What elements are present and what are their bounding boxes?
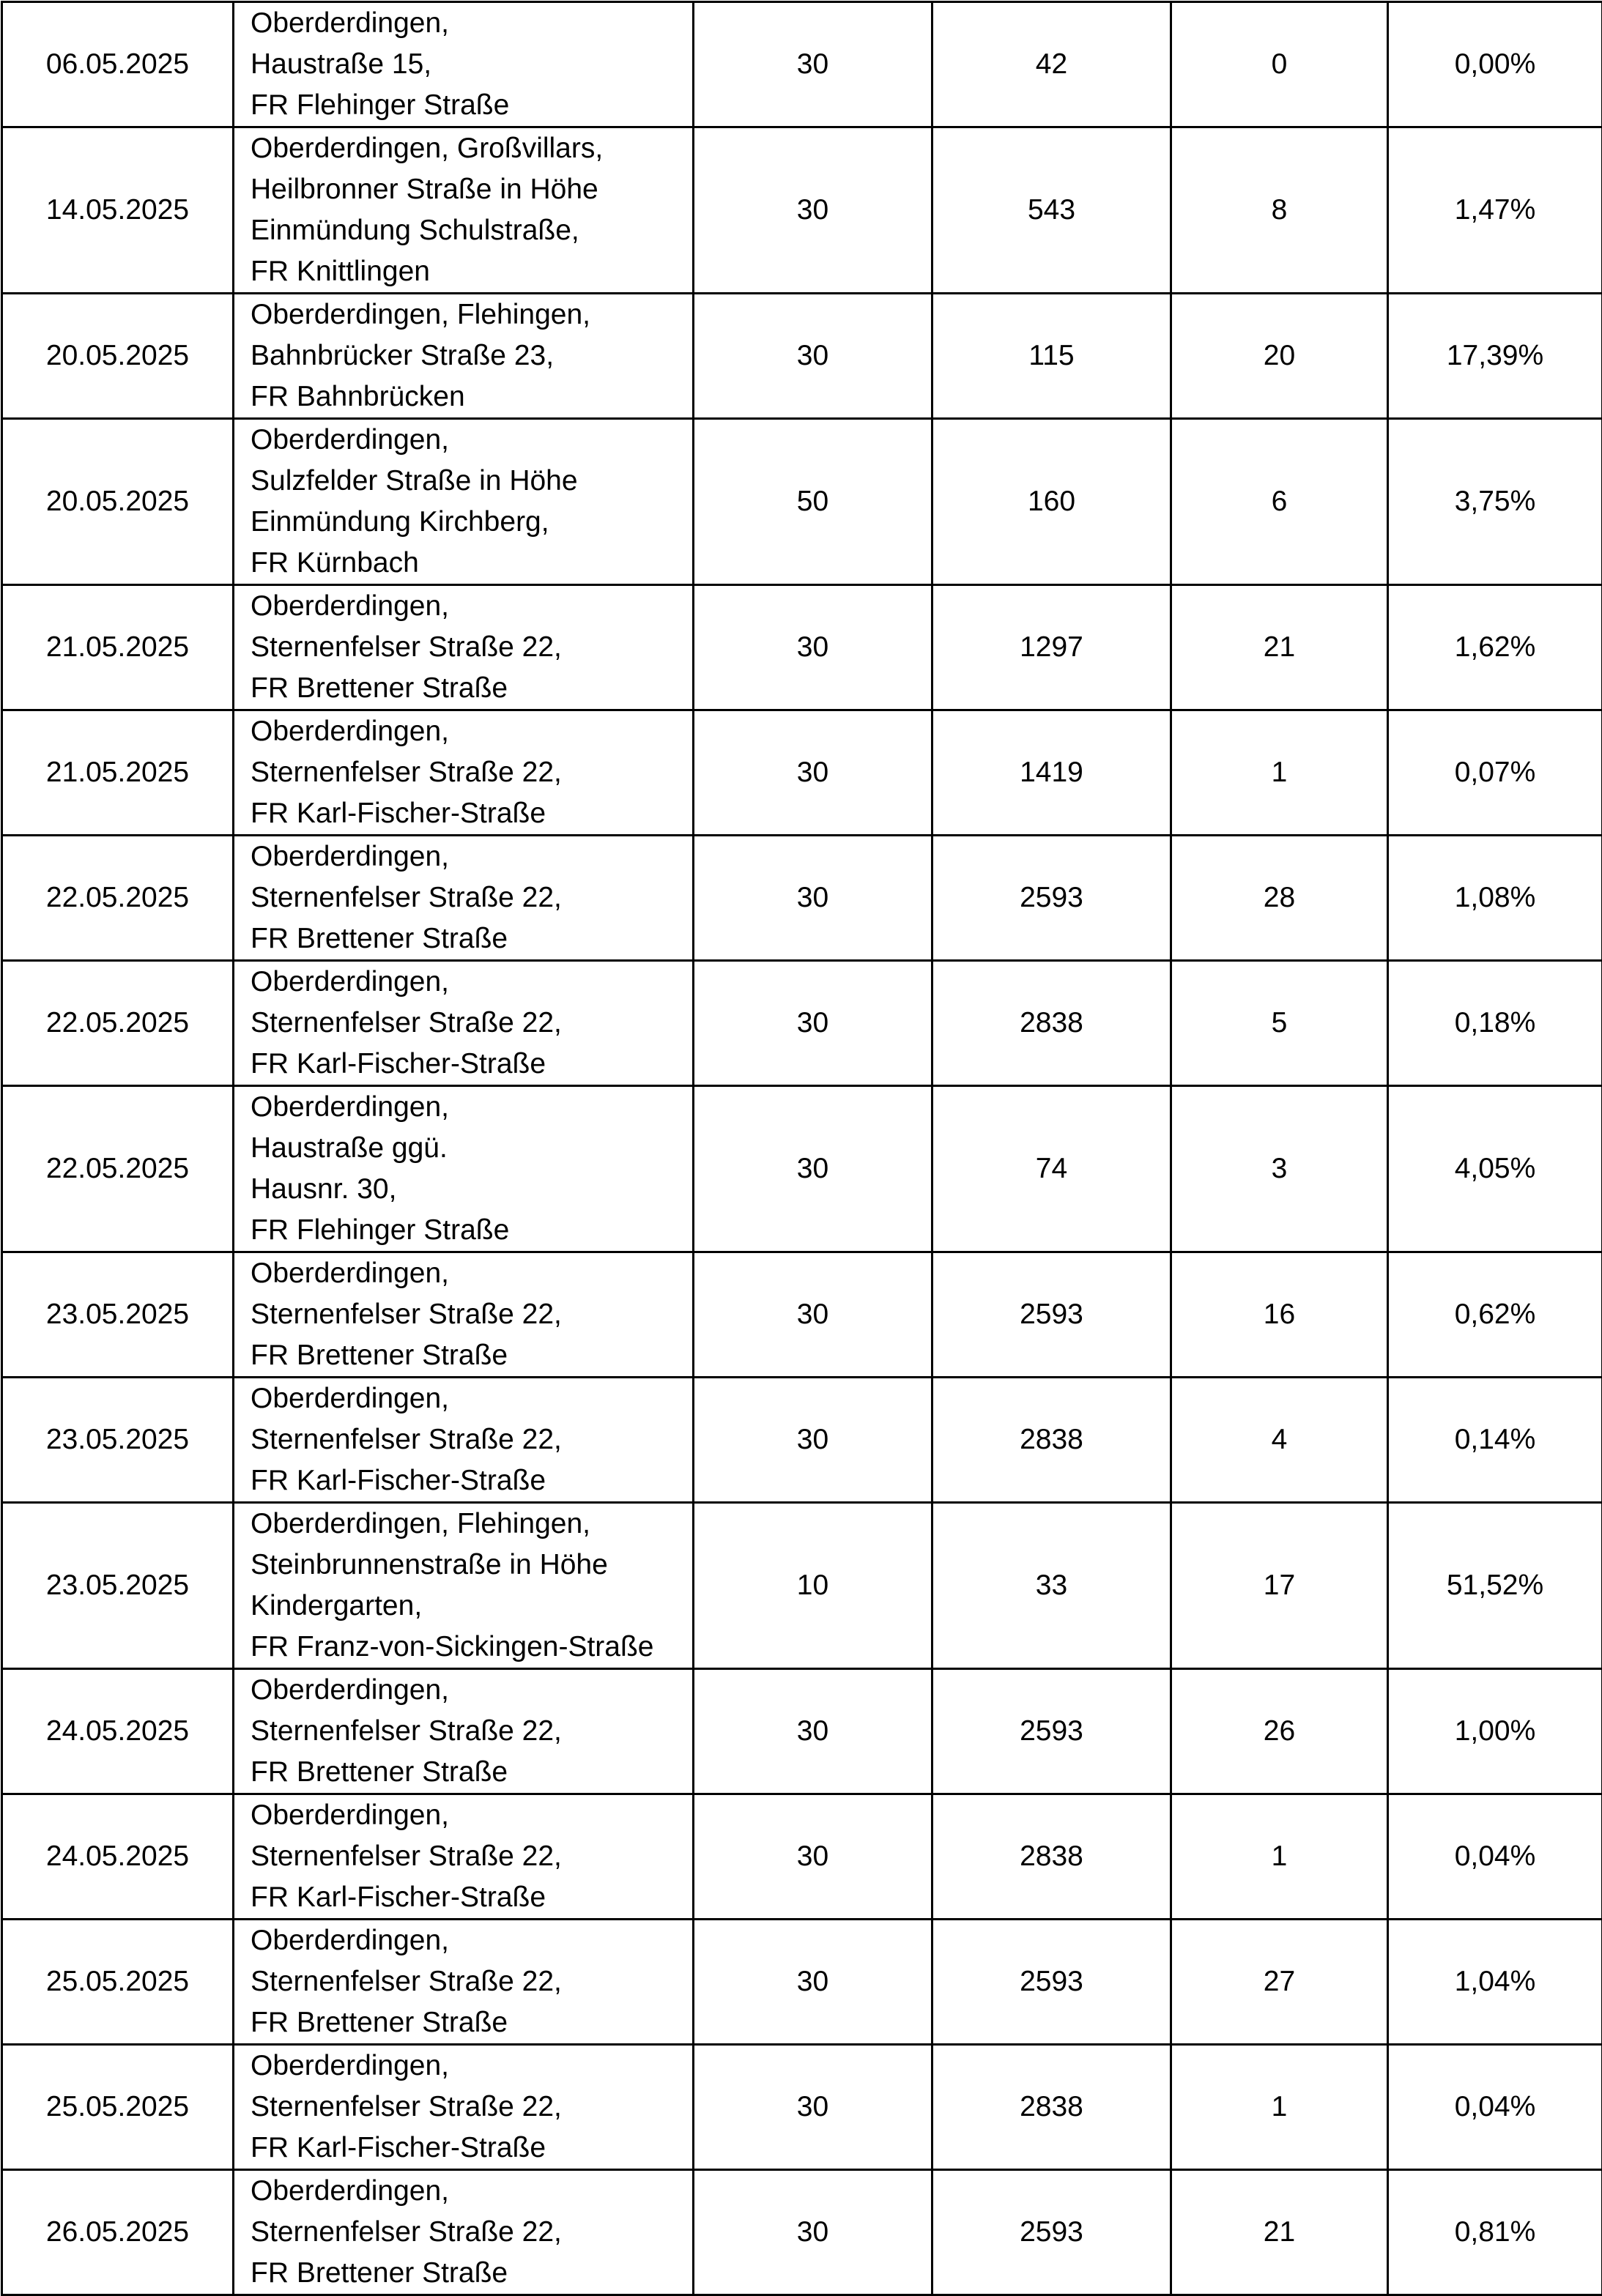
table-row [2,1920,1602,2045]
date-cell: 25.05.2025 [2,2045,234,2170]
violation-rate-cell: 0,04% [1388,1794,1602,1920]
location-line: FR Karl-Fischer-Straße [251,793,686,834]
violation-count-cell: 1 [1171,1794,1388,1920]
location-line: Einmündung Kirchberg, [251,502,686,543]
table-row [2,961,1602,1086]
violation-rate-cell: 1,47% [1388,127,1602,294]
date-cell: 25.05.2025 [2,1920,234,2045]
violation-rate-cell: 0,00% [1388,2,1602,127]
location-line: Oberderdingen, [251,836,686,877]
violation-count-cell: 27 [1171,1920,1388,2045]
speed-limit-cell: 30 [694,2,932,127]
location-line: FR Brettener Straße [251,1335,686,1376]
location-line: Kindergarten, [251,1586,686,1627]
location-line: Heilbronner Straße in Höhe [251,169,686,210]
location-line: Sternenfelser Straße 22, [251,2212,686,2253]
speed-limit-cell: 10 [694,1503,932,1669]
violation-rate-cell: 1,08% [1388,836,1602,961]
location-line: FR Brettener Straße [251,2002,686,2043]
date-cell: 22.05.2025 [2,961,234,1086]
speed-limit-cell: 30 [694,585,932,710]
location-cell [234,1086,694,1252]
location-line: Oberderdingen, [251,1378,686,1419]
date-cell: 21.05.2025 [2,710,234,836]
location-line: Sternenfelser Straße 22, [251,877,686,918]
location-line: Sternenfelser Straße 22, [251,627,686,668]
speed-limit-cell: 30 [694,836,932,961]
location-cell [234,1794,694,1920]
location-line: Sternenfelser Straße 22, [251,1836,686,1877]
location-line: Oberderdingen, [251,420,686,461]
speed-limit-cell: 30 [694,710,932,836]
table-row [2,710,1602,836]
location-line: Einmündung Schulstraße, [251,210,686,251]
vehicle-count-cell: 115 [932,294,1171,419]
speed-limit-cell: 30 [694,127,932,294]
location-cell [234,1252,694,1378]
table-row [2,127,1602,294]
location-cell [234,585,694,710]
vehicle-count-cell: 160 [932,419,1171,585]
date-cell: 24.05.2025 [2,1794,234,1920]
violation-rate-cell: 1,62% [1388,585,1602,710]
location-line: FR Brettener Straße [251,1752,686,1793]
vehicle-count-cell: 42 [932,2,1171,127]
location-line: Oberderdingen, [251,1087,686,1128]
location-line: FR Knittlingen [251,251,686,292]
location-line: Oberderdingen, [251,1670,686,1711]
location-line: Oberderdingen, Flehingen, [251,294,686,335]
violation-rate-cell: 51,52% [1388,1503,1602,1669]
location-line: Sternenfelser Straße 22, [251,1419,686,1460]
location-cell [234,961,694,1086]
vehicle-count-cell: 2593 [932,1920,1171,2045]
location-line: Sternenfelser Straße 22, [251,2087,686,2128]
location-line: Hausnr. 30, [251,1169,686,1210]
speed-limit-cell: 30 [694,1920,932,2045]
violation-rate-cell: 1,00% [1388,1669,1602,1794]
violation-count-cell: 21 [1171,2170,1388,2295]
violation-rate-cell: 0,18% [1388,961,1602,1086]
table-row [2,2,1602,127]
violation-rate-cell: 17,39% [1388,294,1602,419]
table-row [2,2045,1602,2170]
location-line: Bahnbrücker Straße 23, [251,335,686,376]
speed-limit-cell: 30 [694,961,932,1086]
date-cell: 23.05.2025 [2,1252,234,1378]
location-line: Oberderdingen, [251,1920,686,1961]
violation-count-cell: 4 [1171,1378,1388,1503]
date-cell: 20.05.2025 [2,419,234,585]
location-line: FR Brettener Straße [251,668,686,709]
measurement-table [1,1,1602,2296]
table-row [2,585,1602,710]
table-row [2,1086,1602,1252]
date-cell: 22.05.2025 [2,836,234,961]
vehicle-count-cell: 74 [932,1086,1171,1252]
violation-count-cell: 1 [1171,710,1388,836]
date-cell: 06.05.2025 [2,2,234,127]
location-line: FR Brettener Straße [251,918,686,959]
location-line: FR Karl-Fischer-Straße [251,1460,686,1501]
vehicle-count-cell: 543 [932,127,1171,294]
location-line: Oberderdingen, [251,711,686,752]
violation-count-cell: 8 [1171,127,1388,294]
location-cell [234,1503,694,1669]
location-line: FR Karl-Fischer-Straße [251,2128,686,2169]
location-cell [234,1920,694,2045]
violation-count-cell: 20 [1171,294,1388,419]
violation-count-cell: 26 [1171,1669,1388,1794]
location-cell [234,2045,694,2170]
location-cell [234,2170,694,2295]
violation-count-cell: 1 [1171,2045,1388,2170]
table-row [2,836,1602,961]
violation-count-cell: 21 [1171,585,1388,710]
location-cell [234,2,694,127]
violation-count-cell: 28 [1171,836,1388,961]
location-line: Oberderdingen, [251,1795,686,1836]
table-row [2,419,1602,585]
location-line: Oberderdingen, [251,1253,686,1294]
date-cell: 22.05.2025 [2,1086,234,1252]
table-row [2,1378,1602,1503]
vehicle-count-cell: 2838 [932,961,1171,1086]
table-row [2,294,1602,419]
location-cell [234,127,694,294]
vehicle-count-cell: 2593 [932,1669,1171,1794]
violation-rate-cell: 0,14% [1388,1378,1602,1503]
vehicle-count-cell: 33 [932,1503,1171,1669]
speed-limit-cell: 30 [694,1252,932,1378]
violation-rate-cell: 0,04% [1388,2045,1602,2170]
violation-count-cell: 16 [1171,1252,1388,1378]
speed-limit-cell: 50 [694,419,932,585]
violation-rate-cell: 1,04% [1388,1920,1602,2045]
table-row [2,1252,1602,1378]
date-cell: 23.05.2025 [2,1503,234,1669]
vehicle-count-cell: 2838 [932,1378,1171,1503]
table-row [2,2170,1602,2295]
location-line: Sternenfelser Straße 22, [251,752,686,793]
vehicle-count-cell: 2838 [932,2045,1171,2170]
speed-limit-cell: 30 [694,2170,932,2295]
table-row [2,1503,1602,1669]
violation-count-cell: 5 [1171,961,1388,1086]
vehicle-count-cell: 2593 [932,1252,1171,1378]
location-cell [234,710,694,836]
vehicle-count-cell: 1419 [932,710,1171,836]
violation-rate-cell: 4,05% [1388,1086,1602,1252]
location-cell [234,1669,694,1794]
location-line: Oberderdingen, Großvillars, [251,128,686,169]
date-cell: 23.05.2025 [2,1378,234,1503]
location-line: Haustraße 15, [251,44,686,85]
table-row [2,1669,1602,1794]
location-line: FR Karl-Fischer-Straße [251,1877,686,1918]
violation-rate-cell: 0,81% [1388,2170,1602,2295]
location-line: Sulzfelder Straße in Höhe [251,461,686,502]
location-line: Oberderdingen, [251,586,686,627]
date-cell: 14.05.2025 [2,127,234,294]
location-line: Sternenfelser Straße 22, [251,1711,686,1752]
location-line: Haustraße ggü. [251,1128,686,1169]
location-cell [234,419,694,585]
date-cell: 21.05.2025 [2,585,234,710]
location-cell [234,836,694,961]
table-row [2,1794,1602,1920]
vehicle-count-cell: 2593 [932,836,1171,961]
violation-count-cell: 0 [1171,2,1388,127]
location-line: Sternenfelser Straße 22, [251,1961,686,2002]
date-cell: 20.05.2025 [2,294,234,419]
location-line: FR Brettener Straße [251,2253,686,2294]
location-cell [234,294,694,419]
violation-count-cell: 3 [1171,1086,1388,1252]
vehicle-count-cell: 1297 [932,585,1171,710]
violation-count-cell: 6 [1171,419,1388,585]
violation-rate-cell: 0,07% [1388,710,1602,836]
speed-limit-cell: 30 [694,1378,932,1503]
location-line: FR Karl-Fischer-Straße [251,1044,686,1085]
location-cell [234,1378,694,1503]
location-line: Oberderdingen, [251,962,686,1003]
location-line: Oberderdingen, [251,2171,686,2212]
violation-count-cell: 17 [1171,1503,1388,1669]
location-line: FR Bahnbrücken [251,376,686,417]
location-line: FR Flehinger Straße [251,1210,686,1251]
location-line: Sternenfelser Straße 22, [251,1003,686,1044]
speed-limit-cell: 30 [694,294,932,419]
measurement-table-body [2,2,1602,2295]
location-line: Steinbrunnenstraße in Höhe [251,1545,686,1586]
violation-rate-cell: 0,62% [1388,1252,1602,1378]
location-line: FR Kürnbach [251,543,686,584]
location-line: Oberderdingen, [251,2046,686,2087]
location-line: Oberderdingen, Flehingen, [251,1504,686,1545]
speed-limit-cell: 30 [694,1669,932,1794]
location-line: FR Flehinger Straße [251,85,686,126]
location-line: Sternenfelser Straße 22, [251,1294,686,1335]
date-cell: 26.05.2025 [2,2170,234,2295]
violation-rate-cell: 3,75% [1388,419,1602,585]
date-cell: 24.05.2025 [2,1669,234,1794]
vehicle-count-cell: 2593 [932,2170,1171,2295]
speed-limit-cell: 30 [694,1086,932,1252]
speed-limit-cell: 30 [694,1794,932,1920]
location-line: Oberderdingen, [251,3,686,44]
speed-limit-cell: 30 [694,2045,932,2170]
vehicle-count-cell: 2838 [932,1794,1171,1920]
location-line: FR Franz-von-Sickingen-Straße [251,1627,686,1668]
